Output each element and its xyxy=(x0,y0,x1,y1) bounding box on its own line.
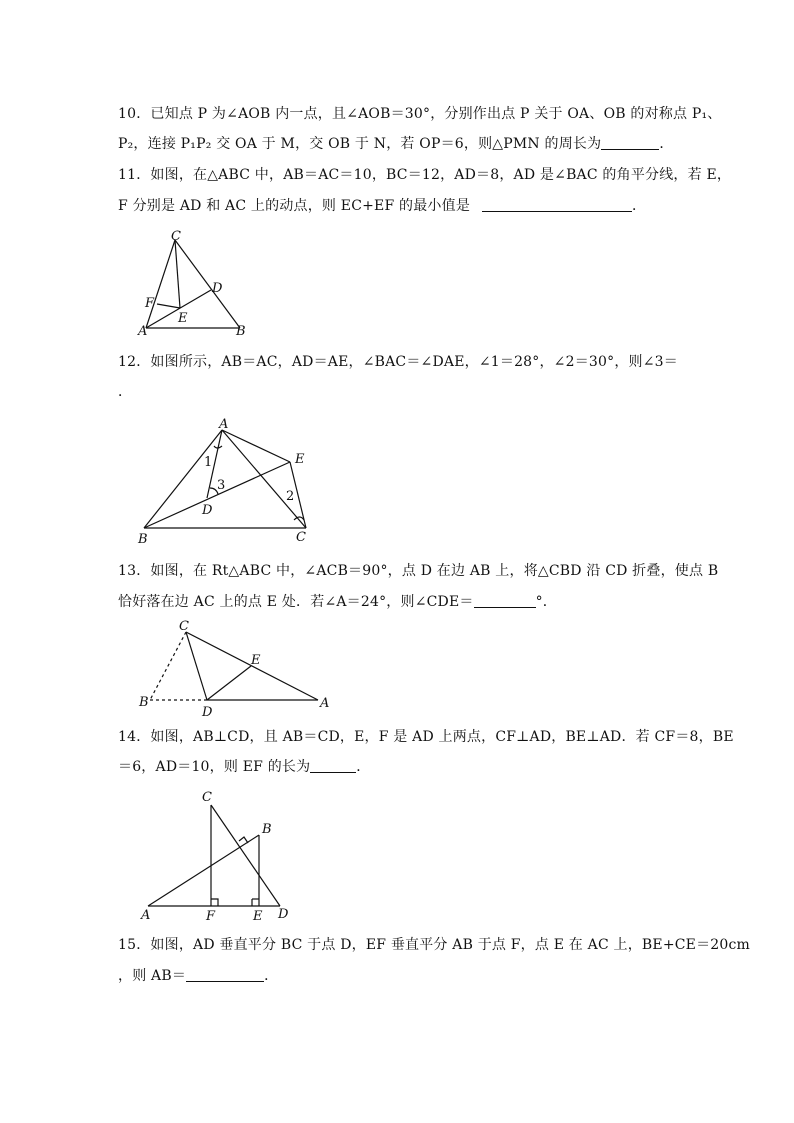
problem-10-text-1: 10．已知点 P 为∠AOB 内一点，且∠AOB＝30°，分别作出点 P 关于 OA、OB 的对称点 P₁、 xyxy=(118,106,722,122)
problem-14-text-1: 14．如图，AB⊥CD，且 AB＝CD，E，F 是 AD 上两点，CF⊥AD，BE⊥AD．若 CF＝8，BE xyxy=(118,729,734,745)
problem-15-line-1 xyxy=(118,935,750,955)
label-angle-2: 2 xyxy=(286,489,295,504)
label-D: D xyxy=(202,503,213,518)
problem-11-end: ． xyxy=(632,198,647,214)
problem-10-end: ． xyxy=(659,136,674,152)
label-D: D xyxy=(278,907,289,922)
label-E: E xyxy=(251,653,261,668)
answer-blank[interactable] xyxy=(186,967,264,982)
problem-15-text-2: ，则 AB＝ xyxy=(118,968,187,984)
label-A: A xyxy=(141,908,151,923)
label-C: C xyxy=(296,530,306,545)
label-B: B xyxy=(138,532,148,547)
label-angle-1: 1 xyxy=(204,455,213,470)
problem-11-text-1: 11．如图，在△ABC 中，AB＝AC＝10，BC＝12，AD＝8，AD 是∠BAC 的角平分线，若 E， xyxy=(118,167,732,183)
label-F: F xyxy=(145,296,155,311)
label-D: D xyxy=(202,705,213,720)
problem-12-text-2: ． xyxy=(118,384,133,400)
label-A: A xyxy=(219,417,229,432)
label-B: B xyxy=(139,695,149,710)
label-C: C xyxy=(179,619,189,634)
label-A: A xyxy=(320,696,330,711)
label-B: B xyxy=(236,324,246,339)
problem-15-line-2 xyxy=(118,966,278,986)
label-C: C xyxy=(171,229,181,244)
problem-14-text-2: ＝6，AD＝10，则 EF 的长为 xyxy=(118,759,311,775)
problem-11-text-2: F 分别是 AD 和 AC 上的动点，则 EC+EF 的最小值是 xyxy=(118,198,471,214)
label-E: E xyxy=(178,311,188,326)
problem-15-text-1: 15．如图，AD 垂直平分 BC 于点 D，EF 垂直平分 AB 于点 F，点 E 在 AC 上，BE+CE＝20cm xyxy=(118,937,751,953)
problem-13-text-1: 13．如图，在 Rt△ABC 中，∠ACB＝90°，点 D 在边 AB 上，将△CBD 沿 CD 折叠，使点 B xyxy=(118,563,719,579)
label-F: F xyxy=(206,909,216,924)
label-B: B xyxy=(262,822,272,837)
problem-13-text-2: 恰好落在边 AC 上的点 E 处．若∠A＝24°，则∠CDE＝ xyxy=(118,594,474,610)
problem-15-end: ． xyxy=(264,968,279,984)
label-E: E xyxy=(253,909,263,924)
label-E: E xyxy=(295,452,305,467)
problem-10-text-2: P₂，连接 P₁P₂ 交 OA 于 M，交 OB 于 N，若 OP＝6，则△PMN 的周长为 xyxy=(118,136,602,152)
label-D: D xyxy=(212,281,223,296)
problem-12-text-1: 12．如图所示，AB＝AC，AD＝AE，∠BAC＝∠DAE，∠1＝28°，∠2＝30°，则∠3＝ xyxy=(118,354,678,370)
problem-14-end: ． xyxy=(356,759,371,775)
label-angle-3: 3 xyxy=(217,478,226,493)
problem-13-end: °． xyxy=(535,594,557,610)
label-C: C xyxy=(202,790,212,805)
label-A: A xyxy=(138,324,148,339)
